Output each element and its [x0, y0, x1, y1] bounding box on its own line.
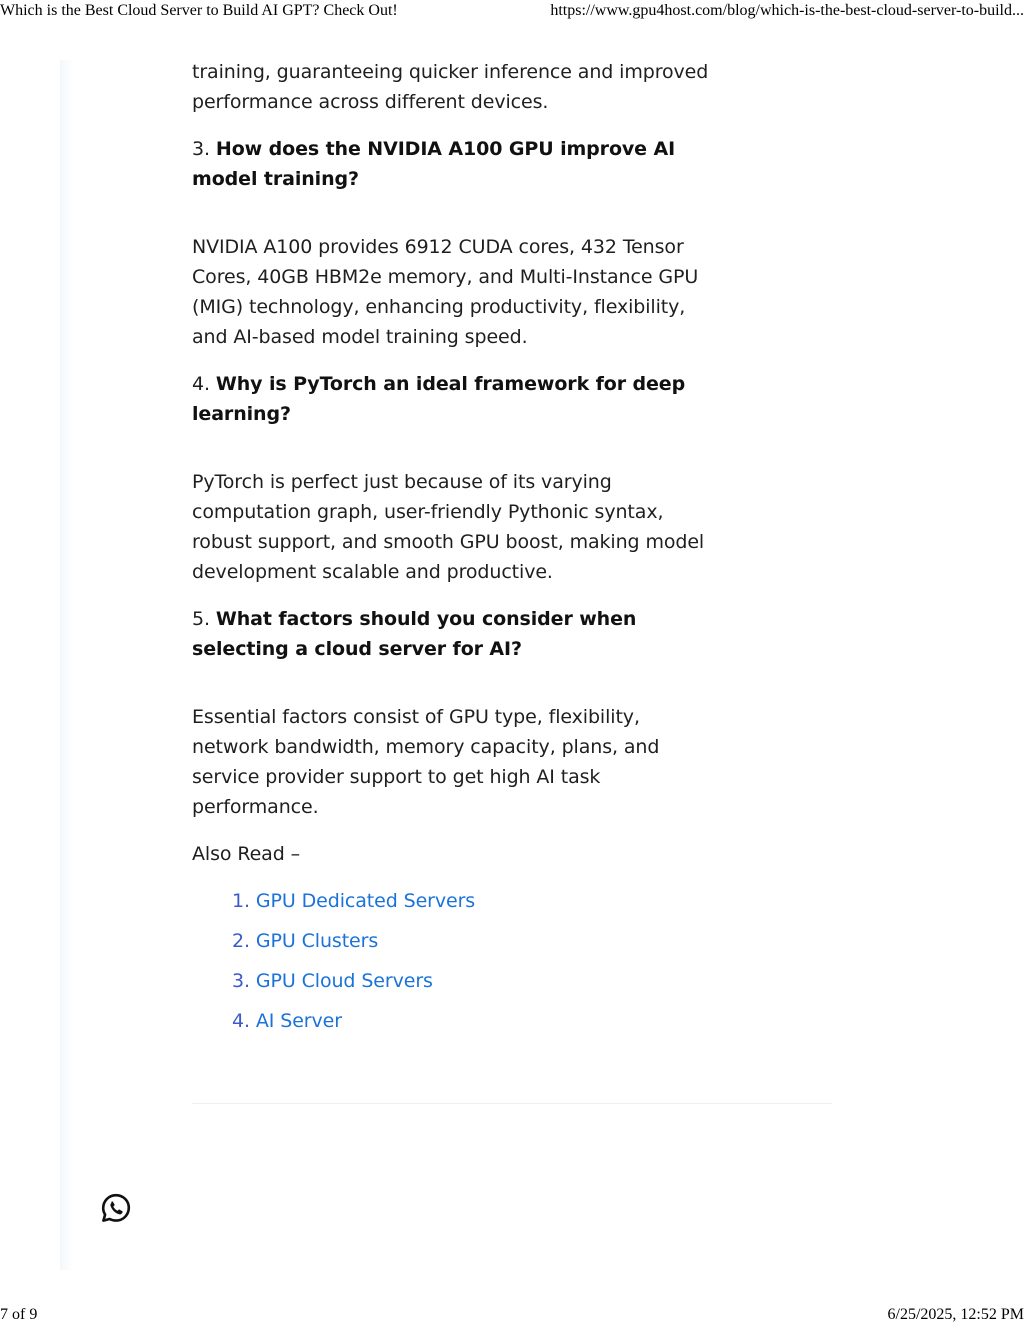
- list-number: 3.: [232, 970, 250, 992]
- print-datetime: 6/25/2025, 12:52 PM: [887, 1306, 1024, 1323]
- print-header-url: https://www.gpu4host.com/blog/which-is-the-best-cloud-server-to-build...: [550, 2, 1024, 19]
- link-gpu-clusters[interactable]: GPU Clusters: [255, 930, 379, 952]
- link-gpu-cloud-servers[interactable]: GPU Cloud Servers: [255, 970, 433, 992]
- print-footer: [0, 1306, 1024, 1326]
- faq-number: 4.: [192, 373, 210, 395]
- also-read-list: [192, 886, 712, 1036]
- link-gpu-dedicated-servers[interactable]: GPU Dedicated Servers: [255, 890, 476, 912]
- faq-question-text: What factors should you consider when selecting a cloud server for AI?: [192, 608, 637, 660]
- faq-answer-5: Essential factors consist of GPU type, flexibility, network bandwidth, memory capacity, plans, and service provider support to get high AI task performance.: [192, 706, 660, 818]
- intro-paragraph: training, guaranteeing quicker inference and improved performance across different devices.: [192, 61, 709, 113]
- faq-question-3: [192, 134, 712, 194]
- list-item: [232, 1006, 712, 1036]
- list-number: 2.: [232, 930, 250, 952]
- whatsapp-icon[interactable]: [100, 1192, 132, 1224]
- faq-number: 3.: [192, 138, 210, 160]
- print-header: [0, 2, 1024, 22]
- list-item: [232, 886, 712, 916]
- faq-number: 5.: [192, 608, 210, 630]
- faq-question-text: Why is PyTorch an ideal framework for deep learning?: [192, 373, 686, 425]
- list-item: [232, 926, 712, 956]
- whatsapp-icon-graphic: [100, 1192, 132, 1224]
- faq-answer-4: PyTorch is perfect just because of its varying computation graph, user-friendly Pythonic syntax, robust support, and smooth GPU boost, making model development scalable and productive.: [192, 471, 705, 583]
- faq-question-4: [192, 369, 712, 429]
- list-number: 1.: [232, 890, 250, 912]
- article-body: [192, 57, 712, 1046]
- page-number: 7 of 9: [0, 1306, 38, 1323]
- link-ai-server[interactable]: AI Server: [255, 1010, 342, 1032]
- faq-question-text: How does the NVIDIA A100 GPU improve AI model training?: [192, 138, 676, 190]
- print-header-title: Which is the Best Cloud Server to Build AI GPT? Check Out!: [0, 2, 398, 19]
- also-read-label: Also Read –: [192, 843, 301, 865]
- page-edge-shade: [60, 60, 74, 1270]
- list-number: 4.: [232, 1010, 250, 1032]
- list-item: [232, 966, 712, 996]
- faq-question-5: [192, 604, 712, 664]
- section-divider: [192, 1103, 832, 1104]
- faq-answer-3: NVIDIA A100 provides 6912 CUDA cores, 432 Tensor Cores, 40GB HBM2e memory, and Multi-Instance GPU (MIG) technology, enhancing productivity, flexibility, and AI-based model training speed.: [192, 236, 699, 348]
